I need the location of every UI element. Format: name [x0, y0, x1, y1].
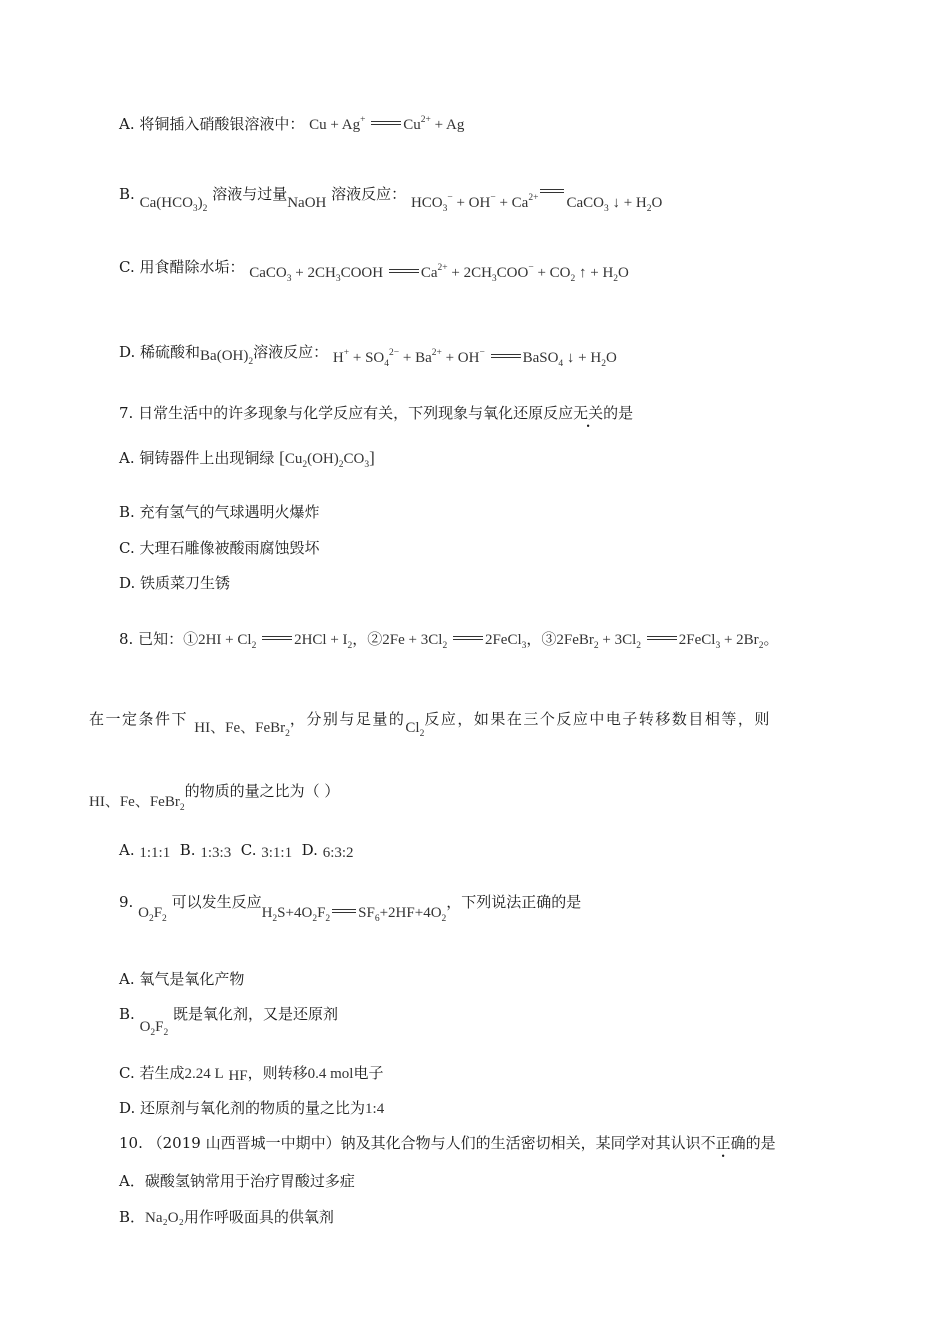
q8-reagents-2: HI、Fe、FeBr$_2$ — [89, 794, 185, 813]
q9-option-d: D. 还原剂与氧化剂的物质的量之比为1:4 — [119, 1099, 385, 1117]
q6-a-equation: Cu + Ag+ $Cu^{2+} + Ag$ — [309, 115, 465, 133]
q8-options: A. 1:1:1 B. 1:3:3 C. 3:1:1 D. 6:3:2 — [119, 841, 354, 861]
q8-option-d: 6:3:2 — [322, 845, 354, 861]
q9-stem: 9. $O_2F_2$ 可以发生反应$H_2S+4O_2F_2$ $SF_6+2HF+4O_2$，下列说法正确的是 — [119, 893, 582, 924]
q10-b-formula: Na₂O₂ — [145, 1210, 184, 1226]
q10-option-a: A．碳酸氢钠常用于治疗胃酸过多症 — [119, 1172, 355, 1190]
q6-b-equation: $HCO_3^- + OH^- + Ca^{2+}$ CaCO$_3$ ↓ + $H_2O$ — [411, 195, 662, 211]
q6-option-c: C. 用食醋除水垢： CaCO$_3$ + $2CH_3COOH$ $Ca^{2+} + 2CH_3COO^- + CO_2$ ↑ + $H_2O$ — [119, 258, 629, 284]
q6-option-a: A. 将铜插入硝酸银溶液中： Cu + Ag+ $Cu^{2+} + Ag$ — [119, 115, 465, 133]
q10-option-b: B．Na₂O₂用作呼吸面具的供氧剂 — [119, 1208, 334, 1226]
q9-option-b: B. $O_2F_2$ 既是氧化剂，又是还原剂 — [119, 1005, 339, 1038]
q9-b-formula: $O_2F_2$ — [139, 1019, 169, 1038]
q6-c-equation: CaCO$_3$ + $2CH_3COOH$ $Ca^{2+} + 2CH_3COO^- + CO_2$ ↑ + $H_2O$ — [249, 263, 629, 284]
q6-option-d: D. 稀硫酸和$Ba(OH)_2$溶液反应： $H^+ + SO_4^{2-} + Ba^{2+} + OH^-$ BaSO$_4$ ↓ + $H_2O$ — [119, 343, 617, 369]
q8-option-a: 1:1:1 — [139, 845, 171, 861]
q6-d-equation: $H^+ + SO_4^{2-} + Ba^{2+} + OH^-$ BaSO$_4$ ↓ + $H_2O$ — [332, 348, 617, 369]
q7-a-formula: $Cu_2(OH)_2CO_3$ — [284, 451, 370, 470]
q8-stem: 8. 已知：①2HI + $Cl_2$ $2HCl + I_2$，②2Fe + $3Cl_2$ 2FeCl$_3$，③2FeBr$_2$ + $3Cl_2$ 2FeCl$_3$ + $2Br_2$。 — [119, 630, 779, 651]
q8-equation-1: $2HI + Cl_2$ $2HCl + I_2$ — [198, 632, 353, 651]
q7-option-b: B. 充有氢气的气球遇明火爆炸 — [119, 503, 320, 521]
q9-option-a: A. 氧气是氧化产物 — [119, 970, 245, 988]
q7-emphasis: 无关 — [573, 404, 604, 422]
q8-cl2: $Cl_2$ — [405, 720, 425, 739]
q6-b-reagent: $Ca(HCO_3)_2$ — [139, 195, 208, 214]
q9-option-c: C. 若生成2.24 L HF，则转移0.4 mol电子 — [119, 1064, 384, 1084]
q8-stem-line3: HI、Fe、FeBr$_2$的物质的量之比为（ ） — [89, 782, 340, 813]
q8-stem-line2: 在一定条件下 HI、Fe、FeBr$_2$，分别与足量的$Cl_2$反应，如果在三个反应中电子转移数目相等，则 — [89, 710, 771, 739]
q7-option-d: D. 铁质菜刀生锈 — [119, 574, 231, 592]
q8-option-b: 1:3:3 — [200, 845, 232, 861]
q6-d-reagent: $Ba(OH)_2$ — [200, 348, 254, 367]
q8-equation-2: $2Fe + 3Cl_2$ 2FeCl$_3$ — [382, 632, 527, 651]
q7-option-a: A. 铜铸器件上出现铜绿 $[Cu_2(OH)_2CO_3]$ — [119, 448, 375, 470]
q9-equation: $H_2S+4O_2F_2$ $SF_6+2HF+4O_2$ — [261, 905, 447, 924]
q10-stem: 10. （2019 山西晋城一中期中）钠及其化合物与人们的生活密切相关，某同学对其认识不正确的是 — [119, 1134, 776, 1152]
q8-option-c: 3:1:1 — [261, 845, 293, 861]
q6-option-b: B. $Ca(HCO_3)_2$ 溶液与过量NaOH 溶液反应： $HCO_3^- + OH^- + Ca^{2+}$ CaCO$_3$ ↓ + $H_2O$ — [119, 185, 663, 214]
q7-option-c: C. 大理石雕像被酸雨腐蚀毁坏 — [119, 539, 320, 557]
q10-emphasis: 不正确 — [700, 1134, 746, 1152]
q7-stem: 7. 日常生活中的许多现象与化学反应有关，下列现象与氧化还原反应无关的是 — [119, 404, 634, 422]
q8-equation-3: 2FeBr$_2$ + $3Cl_2$ 2FeCl$_3$ + $2Br_2$ — [556, 632, 764, 651]
q9-o2f2: $O_2F_2$ — [138, 905, 167, 924]
q8-reagents: HI、Fe、FeBr$_2$ — [194, 720, 290, 739]
